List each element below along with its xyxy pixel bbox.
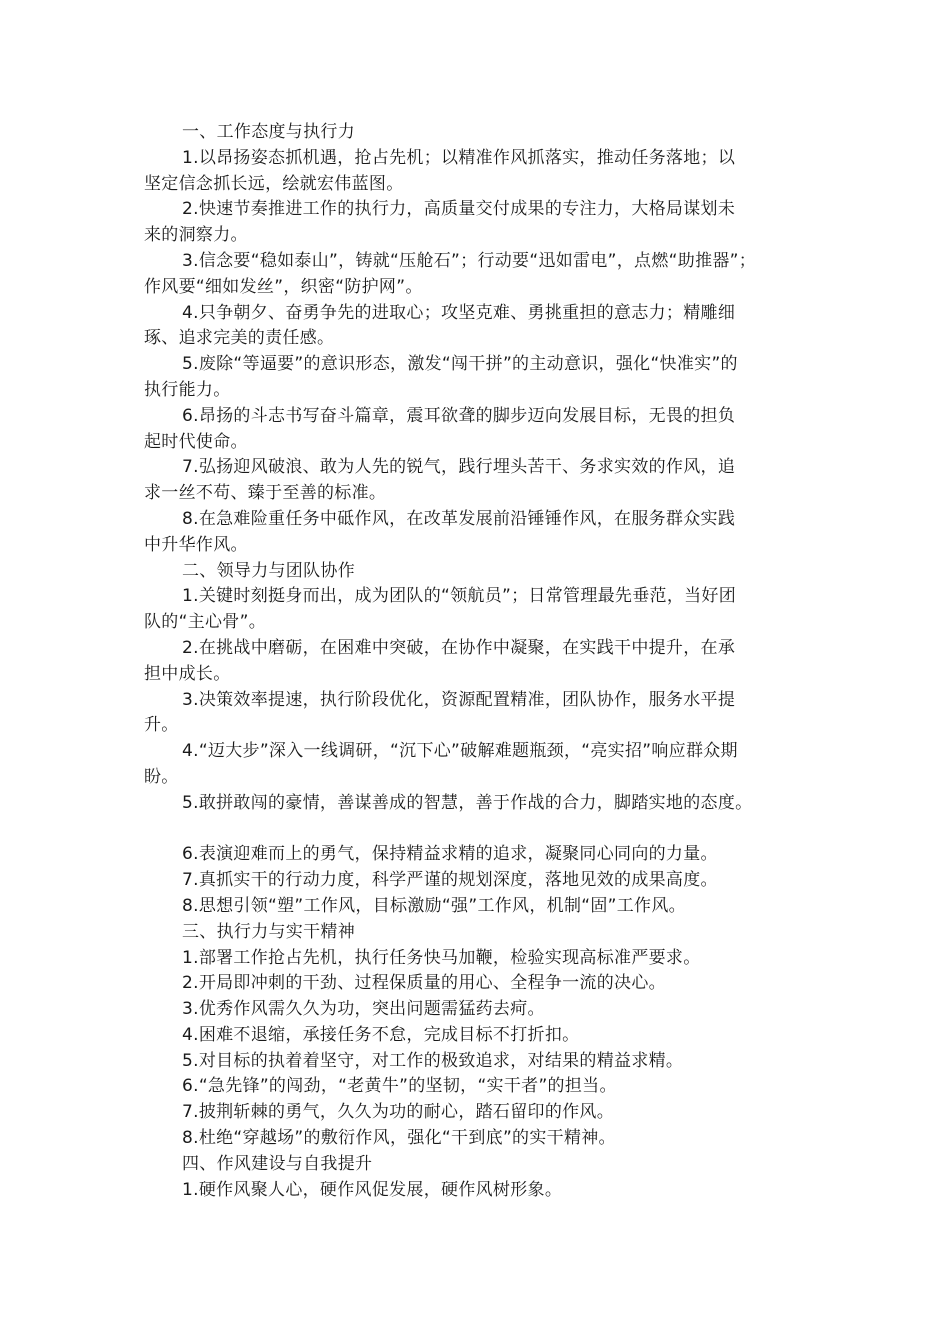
text-line: 4.只争朝夕、奋勇争先的进取心；攻坚克难、勇挑重担的意志力；精雕细 bbox=[182, 302, 736, 323]
text-line: 盼。 bbox=[144, 766, 179, 787]
text-line: 升。 bbox=[144, 715, 179, 736]
text-line: 中升华作风。 bbox=[144, 534, 248, 555]
text-line: 2.快速节奏推进工作的执行力，高质量交付成果的专注力，大格局谋划未 bbox=[182, 199, 736, 220]
text-line: 7.弘扬迎风破浪、敢为人先的锐气，践行埋头苦干、务求实效的作风，追 bbox=[182, 457, 736, 478]
text-line: 来的洞察力。 bbox=[144, 225, 248, 246]
text-line: 执行能力。 bbox=[144, 379, 231, 400]
text-line: 8.在急难险重任务中砥作风，在改革发展前沿锤锤作风，在服务群众实践 bbox=[182, 508, 736, 529]
text-line: 6.“急先锋”的闯劲，“老黄牛”的坚韧，“实干者”的担当。 bbox=[182, 1076, 617, 1097]
text-line: 担中成长。 bbox=[144, 663, 231, 684]
text-line: 二、领导力与团队协作 bbox=[182, 560, 355, 581]
text-line: 4.“迈大步”深入一线调研，“沉下心”破解难题瓶颈，“亮实招”响应群众期 bbox=[182, 741, 738, 762]
text-line: 四、作风建设与自我提升 bbox=[182, 1153, 373, 1174]
document-body bbox=[144, 120, 819, 1203]
text-line: 6.昂扬的斗志书写奋斗篇章，震耳欲聋的脚步迈向发展目标，无畏的担负 bbox=[182, 405, 736, 426]
text-line: 一、工作态度与执行力 bbox=[182, 122, 355, 142]
text-line: 2.开局即冲刺的干劲、过程保质量的用心、全程争一流的决心。 bbox=[182, 973, 666, 994]
text-line: 琢、追求完美的责任感。 bbox=[144, 328, 335, 349]
text-line: 坚定信念抓长远，绘就宏伟蓝图。 bbox=[144, 173, 404, 194]
text-line: 起时代使命。 bbox=[144, 431, 248, 452]
text-line: 1.硬作风聚人心，硬作风促发展，硬作风树形象。 bbox=[182, 1179, 563, 1200]
text-line: 1.以昂扬姿态抓机遇，抢占先机；以精准作风抓落实，推动任务落地；以 bbox=[182, 147, 736, 168]
text-line: 5.对目标的执着着坚守，对工作的极致追求，对结果的精益求精。 bbox=[182, 1050, 684, 1071]
text-line: 3.信念要“稳如泰山”，铸就“压舱石”；行动要“迅如雷电”，点燃“助推器”； bbox=[182, 250, 757, 271]
text-line: 8.思想引领“塑”工作风，目标激励“强”工作风，机制“固”工作风。 bbox=[182, 895, 686, 916]
text-line: 队的“主心骨”。 bbox=[144, 612, 267, 633]
text-line: 5.敢拼敢闯的豪情，善谋善成的智慧，善于作战的合力，脚踏实地的态度。 bbox=[182, 792, 753, 813]
text-line: 7.真抓实干的行动力度，科学严谨的规划深度，落地见效的成果高度。 bbox=[182, 870, 718, 891]
text-line: 3.优秀作风需久久为功，突出问题需猛药去疴。 bbox=[182, 999, 545, 1020]
text-line: 4.困难不退缩，承接任务不怠，完成目标不打折扣。 bbox=[182, 1024, 580, 1045]
text-line: 6.表演迎难而上的勇气，保持精益求精的追求，凝聚同心同向的力量。 bbox=[182, 844, 718, 865]
text-line: 2.在挑战中磨砺，在困难中突破，在协作中凝聚，在实践干中提升，在承 bbox=[182, 637, 736, 658]
text-line: 求一丝不苟、臻于至善的标准。 bbox=[144, 483, 387, 504]
text-line: 1.关键时刻挺身而出，成为团队的“领航员”；日常管理最先垂范，当好团 bbox=[182, 586, 737, 607]
text-line: 作风要“细如发丝”，织密“防护网”。 bbox=[144, 276, 423, 297]
text-line: 8.杜绝“穿越场”的敷衍作风，强化“干到底”的实干精神。 bbox=[182, 1128, 616, 1149]
text-line: 三、执行力与实干精神 bbox=[182, 921, 355, 942]
text-line: 3.决策效率提速，执行阶段优化，资源配置精准，团队协作，服务水平提 bbox=[182, 689, 736, 710]
text-line: 5.废除“等逼要”的意识形态，激发“闯干拼”的主动意识，强化“快准实”的 bbox=[182, 354, 738, 375]
blank-line bbox=[144, 817, 819, 843]
text-line: 1.部署工作抢占先机，执行任务快马加鞭，检验实现高标准严要求。 bbox=[182, 947, 701, 968]
text-line: 7.披荆斩棘的勇气，久久为功的耐心，踏石留印的作风。 bbox=[182, 1102, 615, 1123]
